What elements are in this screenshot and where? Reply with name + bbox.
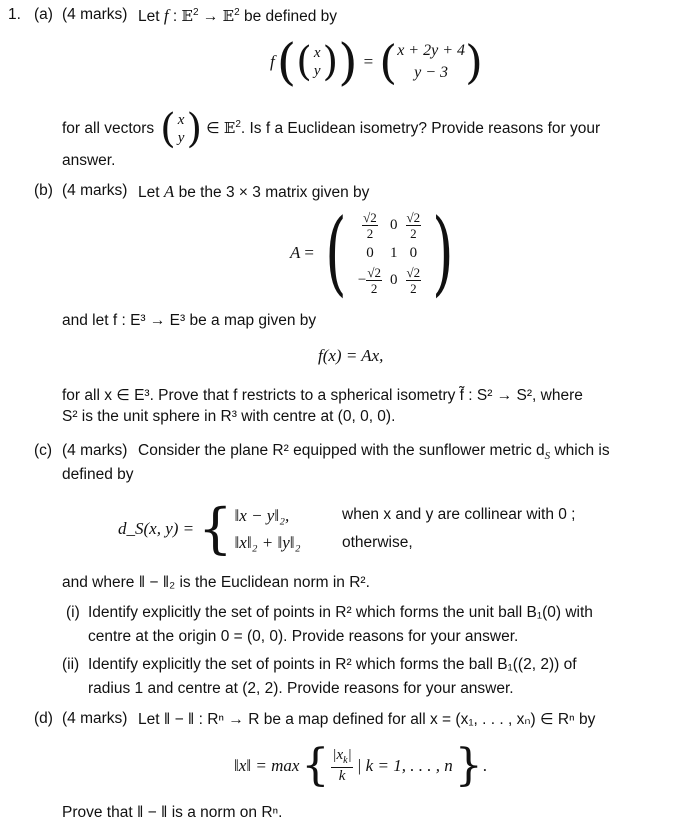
part-b-let: Let: [138, 184, 160, 201]
part-a-output-top: x + 2y + 4: [397, 42, 465, 59]
matrix-cell: 1: [390, 244, 398, 261]
part-b-equation: f(x) = Ax,: [318, 346, 384, 365]
matrix-cell: $\frac{√2}{2}$: [363, 210, 377, 241]
matrix-cell: 0: [390, 217, 398, 233]
part-d-prove: Prove that ‖ − ‖ is a norm on Rⁿ.: [62, 804, 283, 821]
part-c-ii-line2: radius 1 and centre at (2, 2). Provide reasons for your answer.: [88, 680, 514, 697]
part-c-intro-end: which is: [554, 442, 610, 459]
part-c-i-line1: Identify explicitly the set of points in R² which forms the unit ball B₁(0) with: [88, 604, 593, 621]
part-c-i-line2: centre at the origin 0 = (0, 0). Provide reasons for your answer.: [88, 628, 519, 645]
matrix-cell: 0: [390, 272, 398, 288]
part-b-prove-line: for all x ∈ E³. Prove that f restricts to a spherical isometry f̃ : S² → S², where: [62, 387, 583, 404]
part-a-for-all-line: for all vectors ( x y ) ∈ 𝔼$^2$ . Is f a Euclidean isometry? Provide reasons for your: [62, 106, 601, 152]
part-d-intro: Let ‖ − ‖ : Rⁿ → R be a map defined for all x = (x₁, . . . , xₙ) ∈ Rⁿ by: [138, 711, 596, 728]
part-b-label: (b): [34, 182, 53, 199]
part-c-intro: Consider the plane R² equipped with the sunflower metric $d_S$ which is: [138, 442, 610, 463]
part-a-vector: x y: [177, 112, 185, 146]
question-number: 1.: [8, 6, 21, 23]
part-c-metric: d_S(x, y) = { ‖x − y‖₂, ‖x‖₂ + ‖y‖₂: [118, 497, 301, 560]
part-c-metric-lhs: d_S(x, y) =: [118, 519, 195, 538]
part-b-matrix: [354, 211, 425, 295]
matrix-cell: − $\frac{√2}{2}$: [357, 265, 381, 296]
part-a-equation: f ( ( x y ) ) = ( x + 2y + 4 y − 3 ): [270, 33, 483, 91]
part-c-ii-label: (ii): [62, 656, 80, 673]
part-d-marks: (4 marks): [62, 710, 128, 727]
part-d-norm-equation: ‖x‖ = max { $\frac{|x_k|}{k}$ | k = 1, . . . , n } .: [234, 740, 487, 791]
part-b-sphere-line: S² is the unit sphere in R³ with centre at (0, 0, 0).: [62, 408, 396, 425]
part-a-intro: Let f : 𝔼$^2$ → 𝔼$^2$ be defined by: [138, 6, 338, 25]
part-b-matrix-equation: A = ( $\frac{√2}{2}$ 0 $\frac{√2}{2}$ 0 1 0 − $\frac{√2}{2}$ 0 $\frac{√2}{2}$ ): [290, 199, 454, 306]
part-c-case1-cond: when x and y are collinear with 0 ;: [342, 506, 576, 523]
part-c-case1: ‖x − y‖₂,: [234, 506, 290, 525]
part-b-map-line: and let f : E³ → E³ be a map given by: [62, 312, 317, 329]
part-b-intro2: be the 3 × 3 matrix given by: [178, 184, 370, 201]
part-a-question: . Is f a Euclidean isometry? Provide reasons for your: [240, 120, 601, 137]
part-a-answer-word: answer.: [62, 152, 116, 169]
part-c-defined-by: defined by: [62, 466, 134, 483]
part-c-label: (c): [34, 442, 53, 459]
part-c-marks: (4 marks): [62, 442, 128, 459]
part-b-marks: (4 marks): [62, 182, 128, 199]
part-a-defined-by: be defined by: [243, 8, 338, 25]
part-c-norm-line: and where ‖ − ‖₂ is the Euclidean norm in R².: [62, 574, 370, 591]
part-a-marks: (4 marks): [62, 6, 128, 23]
part-a-output-bottom: y − 3: [414, 64, 449, 81]
part-c-ii-line1: Identify explicitly the set of points in R² which forms the ball B₁((2, 2)) of: [88, 656, 577, 673]
matrix-cell: $\frac{√2}{2}$: [406, 210, 421, 241]
part-c-intro-text: Consider the plane R² equipped with the sunflower metric d: [138, 442, 545, 459]
part-b-matrix-name: A: [163, 182, 175, 201]
part-a-for-all-text: for all vectors: [62, 120, 155, 137]
part-c-case2-cond: otherwise,: [342, 534, 413, 551]
part-d-set-cond: | k = 1, . . . , n: [356, 756, 453, 775]
part-c-case2: ‖x‖₂ + ‖y‖₂: [234, 533, 301, 552]
part-a-let: Let: [138, 8, 160, 25]
matrix-cell: 0: [409, 244, 418, 261]
matrix-cell: 0: [366, 244, 374, 261]
part-a-input-vector: x y: [313, 45, 321, 79]
part-a-label: (a): [34, 6, 53, 23]
matrix-cell: $\frac{√2}{2}$: [406, 265, 421, 296]
part-d-norm-lhs: ‖x‖ = max: [234, 756, 300, 775]
part-c-i-label: (i): [66, 604, 80, 621]
part-d-label: (d): [34, 710, 53, 727]
